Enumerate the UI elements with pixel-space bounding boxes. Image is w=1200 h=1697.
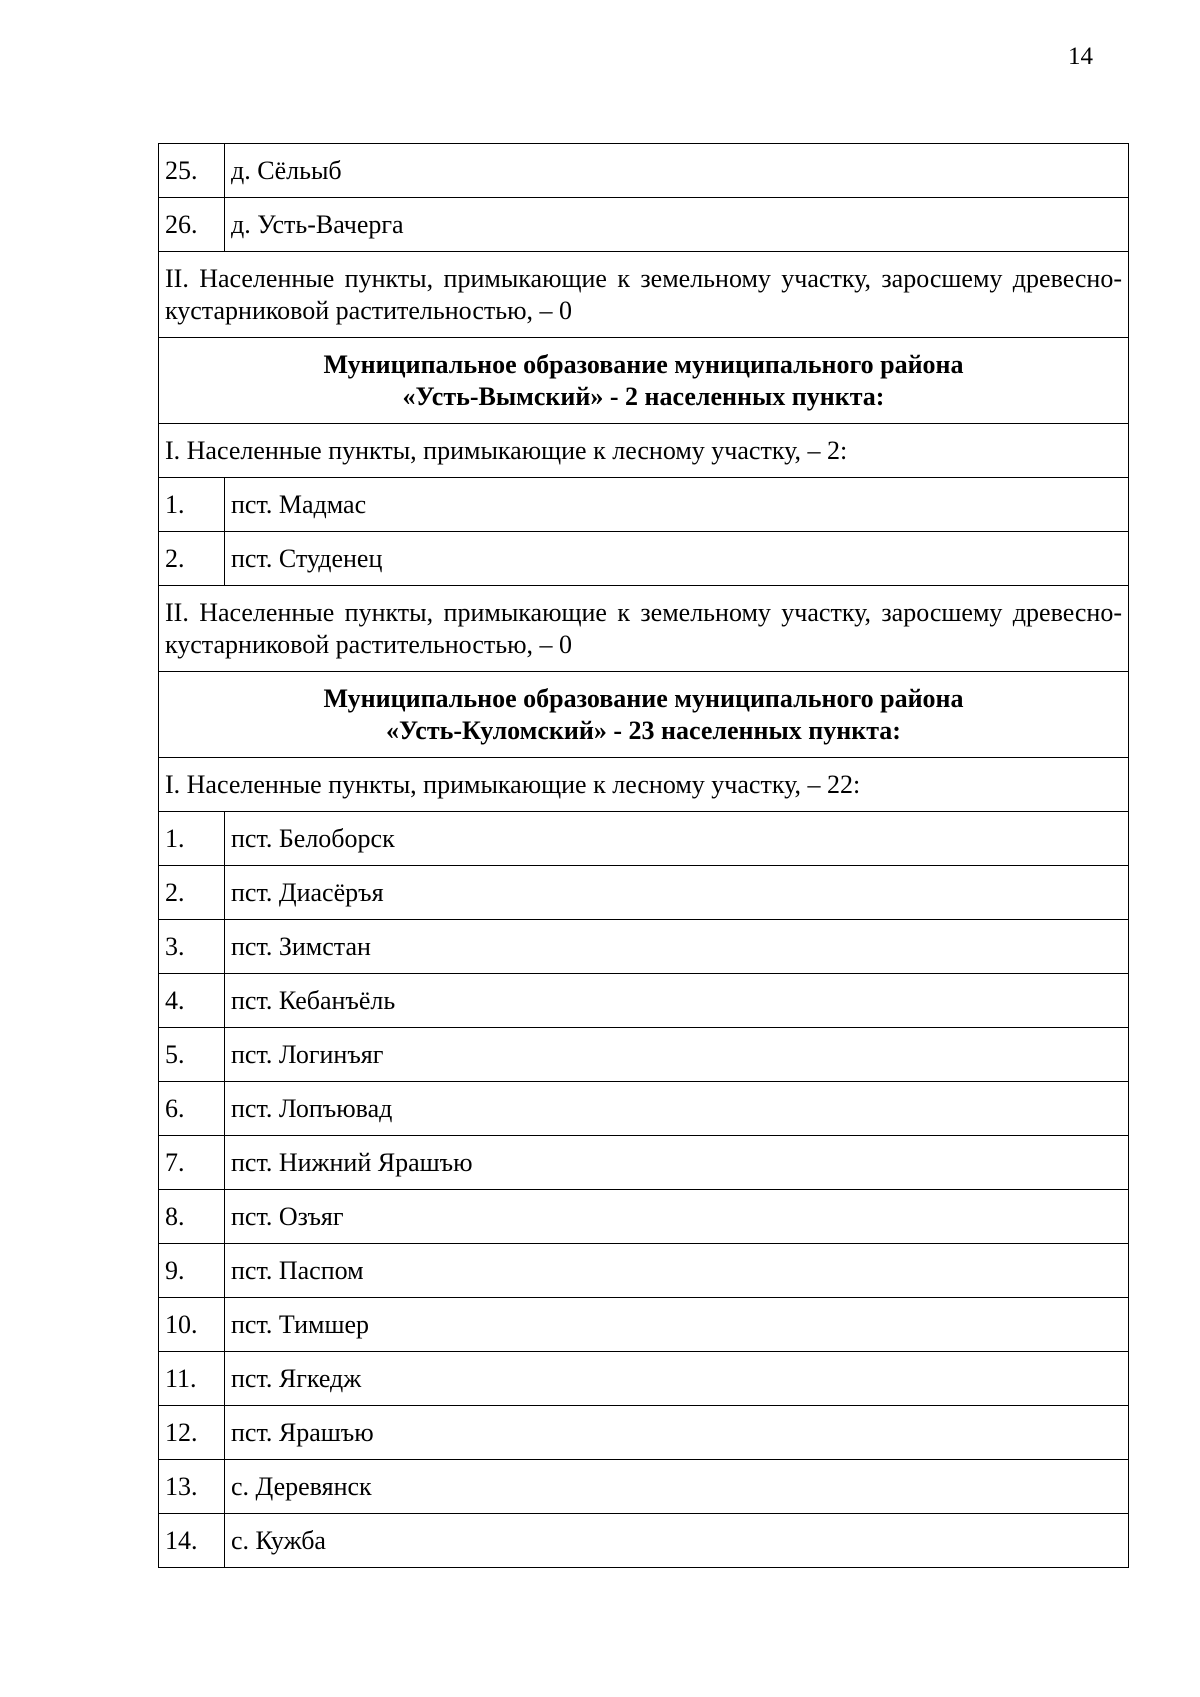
row-number: 1. <box>159 812 225 866</box>
table-row <box>159 1298 1129 1352</box>
settlement-name: пст. Лопъювад <box>225 1082 1129 1136</box>
table-row <box>159 478 1129 532</box>
section-row <box>159 586 1129 672</box>
table-row <box>159 1406 1129 1460</box>
section-title: II. Населенные пункты, примыкающие к земельному участку, заросшему древесно-кустарниковой растительностью, – 0 <box>159 586 1129 672</box>
settlement-name: пст. Мадмас <box>225 478 1129 532</box>
table-row <box>159 1082 1129 1136</box>
table-row <box>159 1460 1129 1514</box>
settlement-name: пст. Ягкедж <box>225 1352 1129 1406</box>
settlement-name: пст. Тимшер <box>225 1298 1129 1352</box>
table-row <box>159 144 1129 198</box>
row-number: 4. <box>159 974 225 1028</box>
row-number: 25. <box>159 144 225 198</box>
municipality-header-line1: Муниципальное образование муниципального района <box>323 683 964 713</box>
row-number: 7. <box>159 1136 225 1190</box>
settlement-name: с. Деревянск <box>225 1460 1129 1514</box>
settlement-name: пст. Белоборск <box>225 812 1129 866</box>
section-title: I. Населенные пункты, примыкающие к лесному участку, – 2: <box>159 424 1129 478</box>
table-row <box>159 532 1129 586</box>
table-row <box>159 974 1129 1028</box>
settlement-name: с. Кужба <box>225 1514 1129 1568</box>
row-number: 5. <box>159 1028 225 1082</box>
settlement-name: пст. Ярашъю <box>225 1406 1129 1460</box>
settlement-name: пст. Паспом <box>225 1244 1129 1298</box>
table-row <box>159 866 1129 920</box>
table-row <box>159 1352 1129 1406</box>
table-row <box>159 1514 1129 1568</box>
section-row <box>159 424 1129 478</box>
settlements-table <box>158 143 1129 1568</box>
settlement-name: д. Сёльыб <box>225 144 1129 198</box>
table-row <box>159 812 1129 866</box>
table-row <box>159 1028 1129 1082</box>
row-number: 10. <box>159 1298 225 1352</box>
table-row <box>159 1136 1129 1190</box>
settlement-name: пст. Логинъяг <box>225 1028 1129 1082</box>
page-number: 14 <box>1068 43 1093 70</box>
settlement-name: пст. Кебанъёль <box>225 974 1129 1028</box>
row-number: 26. <box>159 198 225 252</box>
table-row <box>159 198 1129 252</box>
row-number: 1. <box>159 478 225 532</box>
municipality-header-row <box>159 672 1129 758</box>
settlement-name: пст. Зимстан <box>225 920 1129 974</box>
section-title: II. Населенные пункты, примыкающие к земельному участку, заросшему древесно-кустарниковой растительностью, – 0 <box>159 252 1129 338</box>
row-number: 8. <box>159 1190 225 1244</box>
municipality-header <box>159 338 1129 424</box>
row-number: 9. <box>159 1244 225 1298</box>
municipality-header-line1: Муниципальное образование муниципального района <box>323 349 964 379</box>
table-row <box>159 1244 1129 1298</box>
row-number: 2. <box>159 866 225 920</box>
row-number: 3. <box>159 920 225 974</box>
table-row <box>159 1190 1129 1244</box>
municipality-header-line2: «Усть-Куломский» - 23 населенных пункта: <box>386 715 901 745</box>
section-row <box>159 758 1129 812</box>
municipality-header-line2: «Усть-Вымский» - 2 населенных пункта: <box>402 381 885 411</box>
row-number: 13. <box>159 1460 225 1514</box>
row-number: 14. <box>159 1514 225 1568</box>
row-number: 12. <box>159 1406 225 1460</box>
settlements-table-body <box>159 144 1129 1568</box>
row-number: 11. <box>159 1352 225 1406</box>
settlement-name: пст. Озъяг <box>225 1190 1129 1244</box>
row-number: 6. <box>159 1082 225 1136</box>
section-title: I. Населенные пункты, примыкающие к лесному участку, – 22: <box>159 758 1129 812</box>
settlement-name: пст. Нижний Ярашъю <box>225 1136 1129 1190</box>
settlement-name: пст. Диасёръя <box>225 866 1129 920</box>
municipality-header-row <box>159 338 1129 424</box>
settlement-name: д. Усть-Вачерга <box>225 198 1129 252</box>
settlement-name: пст. Студенец <box>225 532 1129 586</box>
section-row <box>159 252 1129 338</box>
municipality-header <box>159 672 1129 758</box>
table-row <box>159 920 1129 974</box>
row-number: 2. <box>159 532 225 586</box>
